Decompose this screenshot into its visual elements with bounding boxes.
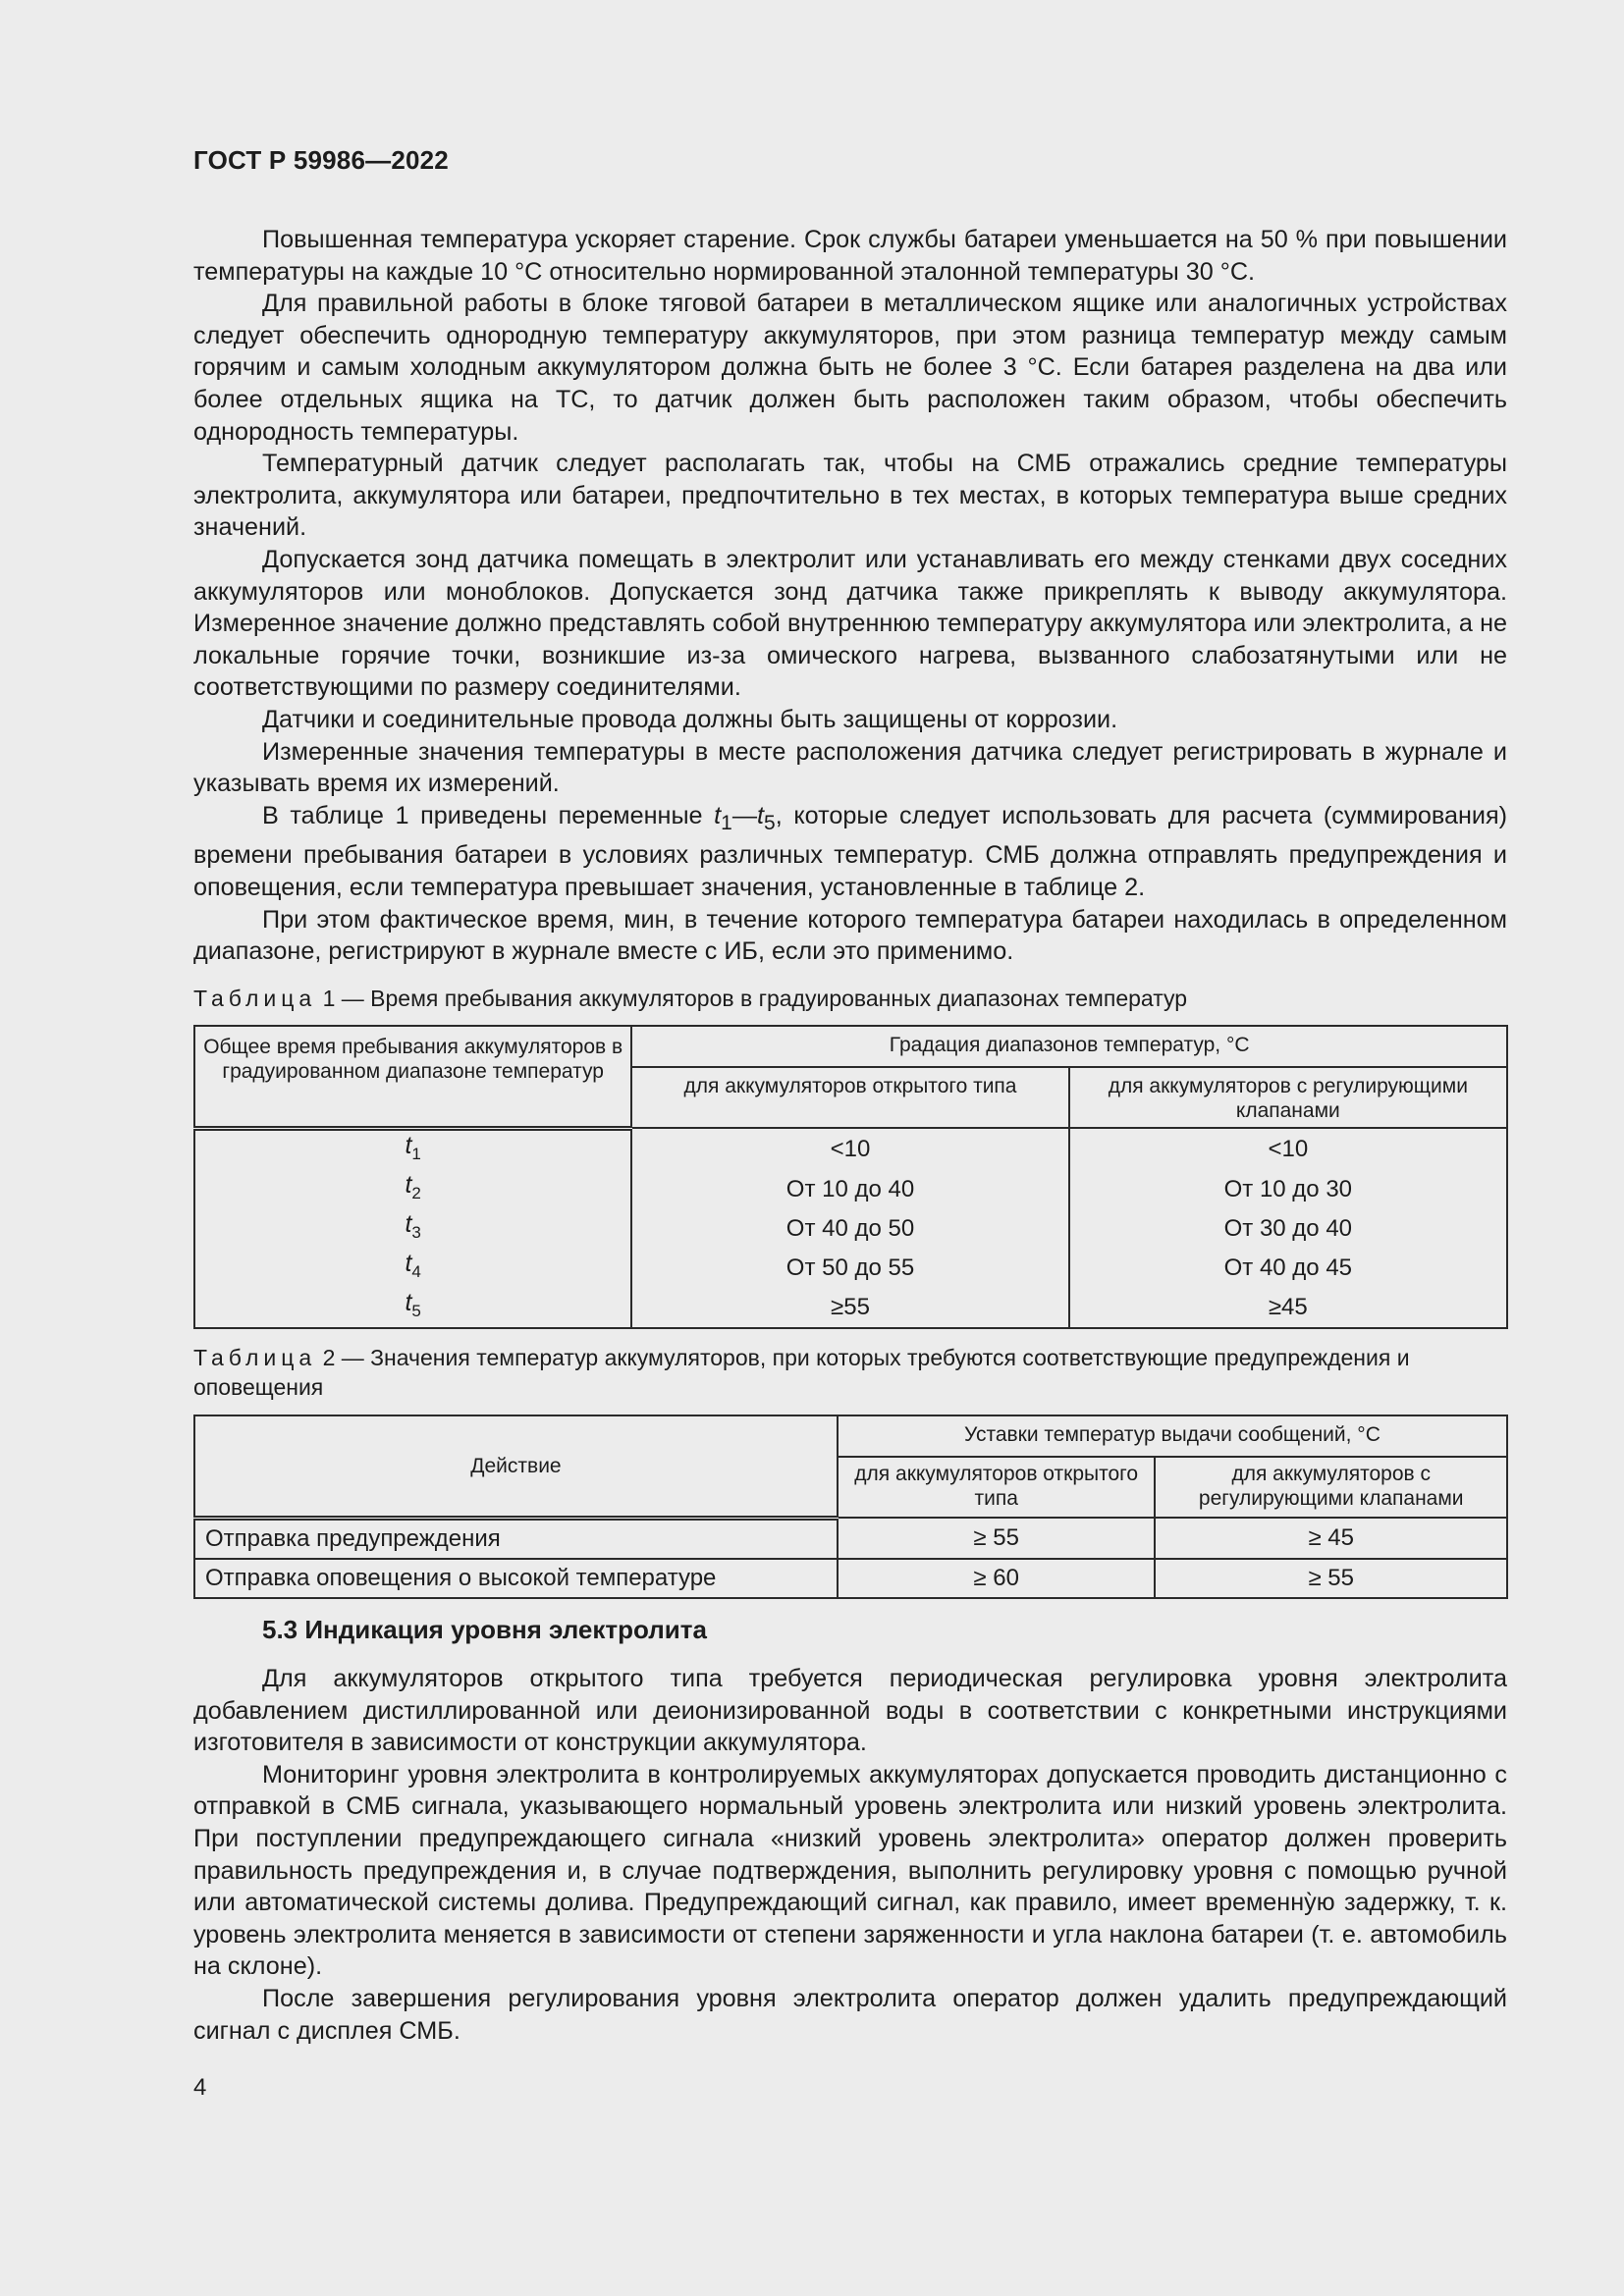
table2-open-cell: ≥ 60 — [838, 1559, 1156, 1598]
table1-col2-header: для аккумуляторов открытого типа — [631, 1067, 1068, 1128]
table-row — [194, 1249, 1507, 1288]
table-row — [194, 1559, 1507, 1598]
table1-valve-cell: От 10 до 30 — [1069, 1170, 1507, 1209]
section-body — [193, 1663, 1507, 2047]
table2 — [193, 1415, 1508, 1599]
paragraph: После завершения регулирования уровня электролита оператор должен удалить предупреждающий сигнал с дисплея СМБ. — [193, 1984, 1507, 2045]
table1-group-header: Градация диапазонов температур, °С — [631, 1026, 1507, 1067]
paragraph: Для правильной работы в блоке тяговой батареи в металлическом ящике или аналогичных устройствах следует обеспечить однородную температуру аккумуляторов, при этом разница температур между самым горячим и самым холодным аккумулятором должна быть не более 3 °С. Если батарея разделена на два или более отдельных ящика на ТС, то датчик должен быть расположен таким образом, чтобы обеспечить однородность температуры. — [193, 290, 1507, 446]
table1-open-cell: От 40 до 50 — [631, 1209, 1068, 1249]
table2-open-cell: ≥ 55 — [838, 1518, 1156, 1559]
body-text-top — [193, 224, 1507, 968]
table2-action-cell: Отправка оповещения о высокой температуре — [194, 1559, 838, 1598]
table1-col1-header: Общее время пребывания аккумуляторов в градуированном диапазоне температур — [194, 1026, 631, 1128]
table1-valve-cell: От 30 до 40 — [1069, 1209, 1507, 1249]
table1-valve-cell: <10 — [1069, 1128, 1507, 1170]
page-number: 4 — [193, 2074, 207, 2101]
table1-var-cell: $t_5$ — [194, 1288, 631, 1328]
table1-col3-header: для аккумуляторов с регулирующими клапанами — [1069, 1067, 1507, 1128]
table-row — [194, 1170, 1507, 1209]
table2-valve-cell: ≥ 45 — [1155, 1518, 1507, 1559]
table-row — [194, 1128, 1507, 1170]
paragraph: При этом фактическое время, мин, в течение которого температура батареи находилась в определенном диапазоне, регистрируют в журнале вместе с ИБ, если это применимо. — [193, 905, 1507, 966]
table-row — [194, 1288, 1507, 1328]
table1-valve-cell: ≥45 — [1069, 1288, 1507, 1328]
table2-action-cell: Отправка предупреждения — [194, 1518, 838, 1559]
paragraph: Температурный датчик следует располагать так, чтобы на СМБ отражались средние температуры электролита, аккумулятора или батареи, предпочтительно в тех местах, в которых температура выше средних значений. — [193, 450, 1507, 542]
table2-caption: Таблица 2 — Значения температур аккумуляторов, при которых требуются соответствующие предупреждения и оповещения — [193, 1345, 1410, 1400]
table-row — [194, 1518, 1507, 1559]
table2-col3-header: для аккумуляторов с регулирующими клапанами — [1155, 1457, 1507, 1518]
table1-var-cell: $t_1$ — [194, 1128, 631, 1170]
table1-header-row — [194, 1026, 1507, 1067]
table1-open-cell: От 50 до 55 — [631, 1249, 1068, 1288]
paragraph: Допускается зонд датчика помещать в электролит или устанавливать его между стенками двух соседних аккумуляторов или моноблоков. Допускается зонд датчика также прикреплять к выводу аккумулятора. Измеренное значение должно представлять собой внутреннюю температуру аккумулятора или электролита, а не локальные горячие точки, возникшие из-за омического нагрева, вызванного слабозатянутыми или не соответствующими по размеру соединителями. — [193, 545, 1507, 702]
table2-header-row — [194, 1415, 1507, 1457]
paragraph: Датчики и соединительные провода должны быть защищены от коррозии. — [262, 705, 1118, 733]
paragraph: Мониторинг уровня электролита в контролируемых аккумуляторах допускается проводить дистанционно с отправкой в СМБ сигнала, указывающего нормальный уровень электролита или низкий уровень электролита. При поступлении предупреждающего сигнала «низкий уровень электролита» оператор должен проверить правильность предупреждения и, в случае подтверждения, выполнить регулировку уровня с помощью ручной или автоматической системы долива. Предупреждающий сигнал, как правило, имеет временну̀ю задержку, т. к. уровень электролита меняется в зависимости от степени заряженности и угла наклона батареи (т. е. автомобиль на склоне). — [193, 1760, 1507, 1981]
table2-col2-header: для аккумуляторов открытого типа — [838, 1457, 1156, 1518]
table1-caption: Таблица 1 — Время пребывания аккумуляторов в градуированных диапазонах температур — [193, 986, 1188, 1011]
section-title: 5.3 Индикация уровня электролита — [262, 1615, 707, 1644]
table2-valve-cell: ≥ 55 — [1155, 1559, 1507, 1598]
document-header: ГОСТ Р 59986—2022 — [193, 145, 449, 175]
table1-open-cell: ≥55 — [631, 1288, 1068, 1328]
table1-var-cell: $t_4$ — [194, 1249, 631, 1288]
paragraph: Для аккумуляторов открытого типа требуется периодическая регулировка уровня электролита добавлением дистиллированной или деионизированной воды в соответствии с конкретными инструкциями изготовителя в зависимости от конструкции аккумулятора. — [193, 1665, 1507, 1757]
paragraph: Измеренные значения температуры в месте расположения датчика следует регистрировать в журнале и указывать время их измерений. — [193, 737, 1507, 798]
table2-group-header: Уставки температур выдачи сообщений, °С — [838, 1415, 1507, 1457]
table1-open-cell: <10 — [631, 1128, 1068, 1170]
table1-var-cell: $t_2$ — [194, 1170, 631, 1209]
table1-valve-cell: От 40 до 45 — [1069, 1249, 1507, 1288]
table2-col1-header: Действие — [194, 1415, 838, 1518]
paragraph: Повышенная температура ускоряет старение. Срок службы батареи уменьшается на 50 % при повышении температуры на каждые 10 °С относительно нормированной эталонной температуры 30 °С. — [193, 226, 1507, 286]
table1 — [193, 1025, 1508, 1329]
table1-var-cell: $t_3$ — [194, 1209, 631, 1249]
table1-open-cell: От 10 до 40 — [631, 1170, 1068, 1209]
paragraph-variables: В таблице 1 приведены переменные $t_1—t_5$, которые следует использовать для расчета (суммирования) времени пребывания батареи в условиях различных температур. СМБ должна отправлять предупреждения и оповещения, если температура превышает значения, установленные в таблице 2. — [193, 801, 1507, 901]
table-row — [194, 1209, 1507, 1249]
